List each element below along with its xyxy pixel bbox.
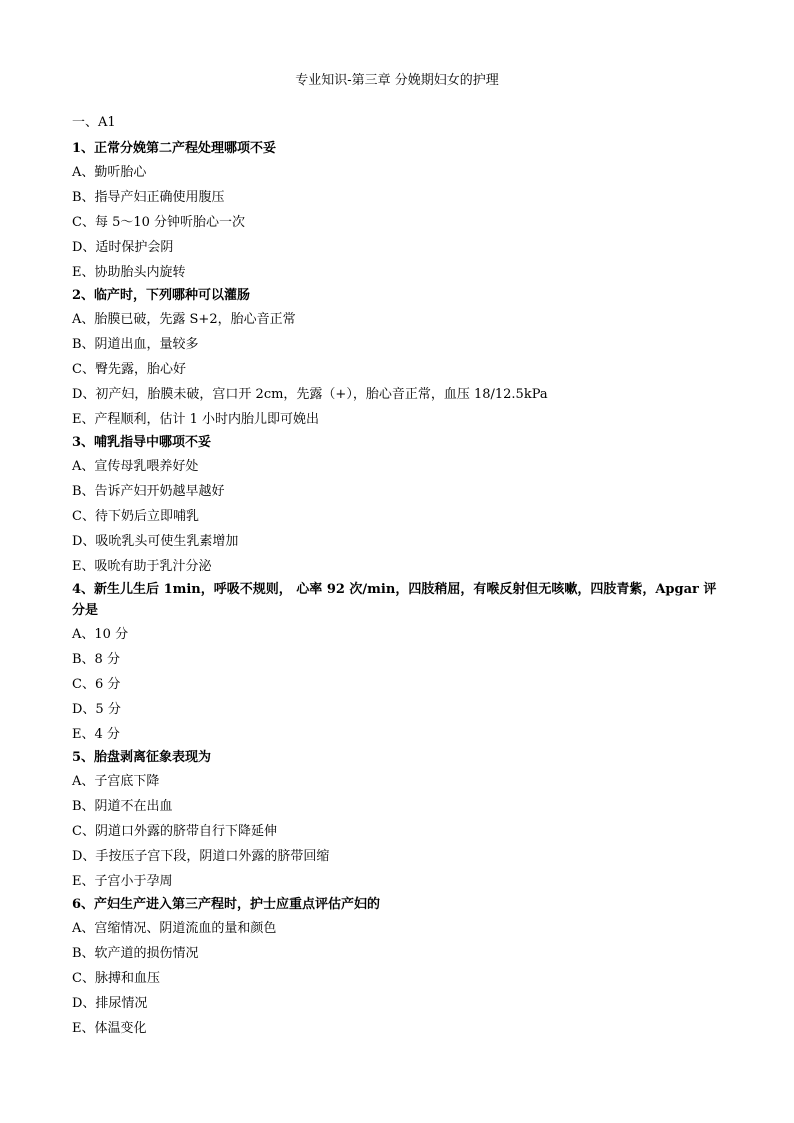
- answer-option-c: C、每 5～10 分钟听胎心一次: [72, 215, 246, 230]
- answer-option-d: D、排尿情况: [72, 996, 148, 1011]
- answer-option-d: D、初产妇，胎膜未破，宫口开 2cm，先露（+），胎心音正常，血压 18/12.5kPa: [72, 387, 548, 402]
- question-stem: 3、哺乳指导中哪项不妥: [72, 435, 212, 450]
- answer-option-a: A、10 分: [72, 627, 129, 642]
- question-stem: 4、新生儿生后 1min，呼吸不规则， 心率 92 次/min，四肢稍屈，有喉反射但无咳嗽，四肢青紫，Apgar 评分是: [72, 582, 717, 618]
- answer-option-b: B、软产道的损伤情况: [72, 946, 199, 961]
- answer-option-a: A、宣传母乳喂养好处: [72, 459, 199, 474]
- answer-option-c: C、阴道口外露的脐带自行下降延伸: [72, 824, 277, 839]
- answer-option-e: E、协助胎头内旋转: [72, 265, 186, 280]
- answer-option-c: C、臀先露，胎心好: [72, 362, 186, 377]
- question-6: [72, 894, 722, 1041]
- answer-option-a: A、宫缩情况、阴道流血的量和颜色: [72, 921, 277, 936]
- question-stem: 6、产妇生产进入第三产程时，护士应重点评估产妇的: [72, 897, 381, 912]
- page-title: 专业知识-第三章 分娩期妇女的护理: [295, 73, 499, 88]
- answer-option-d: D、适时保护会阴: [72, 240, 174, 255]
- question-stem: 2、临产时，下列哪种可以灌肠: [72, 288, 251, 303]
- question-stem: 5、胎盘剥离征象表现为: [72, 750, 212, 765]
- question-list: [72, 138, 722, 1041]
- answer-option-a: A、勤听胎心: [72, 165, 147, 180]
- answer-option-e: E、吸吮有助于乳汁分泌: [72, 559, 212, 574]
- answer-option-b: B、指导产妇正确使用腹压: [72, 190, 225, 205]
- answer-option-c: C、脉搏和血压: [72, 971, 160, 986]
- question-4: [72, 579, 722, 747]
- answer-option-d: D、手按压子宫下段，阴道口外露的脐带回缩: [72, 849, 330, 864]
- answer-option-d: D、5 分: [72, 702, 121, 717]
- answer-option-e: E、子宫小于孕周: [72, 874, 173, 889]
- section-heading: 一、A1: [72, 115, 116, 130]
- answer-option-e: E、产程顺利，估计 1 小时内胎儿即可娩出: [72, 412, 320, 427]
- question-1: [72, 138, 722, 285]
- answer-option-b: B、8 分: [72, 652, 120, 667]
- question-stem: 1、正常分娩第二产程处理哪项不妥: [72, 141, 277, 156]
- answer-option-e: E、体温变化: [72, 1021, 147, 1036]
- answer-option-b: B、阴道不在出血: [72, 799, 173, 814]
- question-5: [72, 747, 722, 894]
- answer-option-b: B、告诉产妇开奶越早越好: [72, 484, 225, 499]
- answer-option-c: C、待下奶后立即哺乳: [72, 509, 199, 524]
- answer-option-a: A、胎膜已破，先露 S+2，胎心音正常: [72, 312, 296, 327]
- question-3: [72, 432, 722, 579]
- question-2: [72, 285, 722, 432]
- answer-option-e: E、4 分: [72, 727, 120, 742]
- answer-option-c: C、6 分: [72, 677, 121, 692]
- answer-option-a: A、子宫底下降: [72, 774, 160, 789]
- answer-option-b: B、阴道出血，量较多: [72, 337, 199, 352]
- answer-option-d: D、吸吮乳头可使生乳素增加: [72, 534, 239, 549]
